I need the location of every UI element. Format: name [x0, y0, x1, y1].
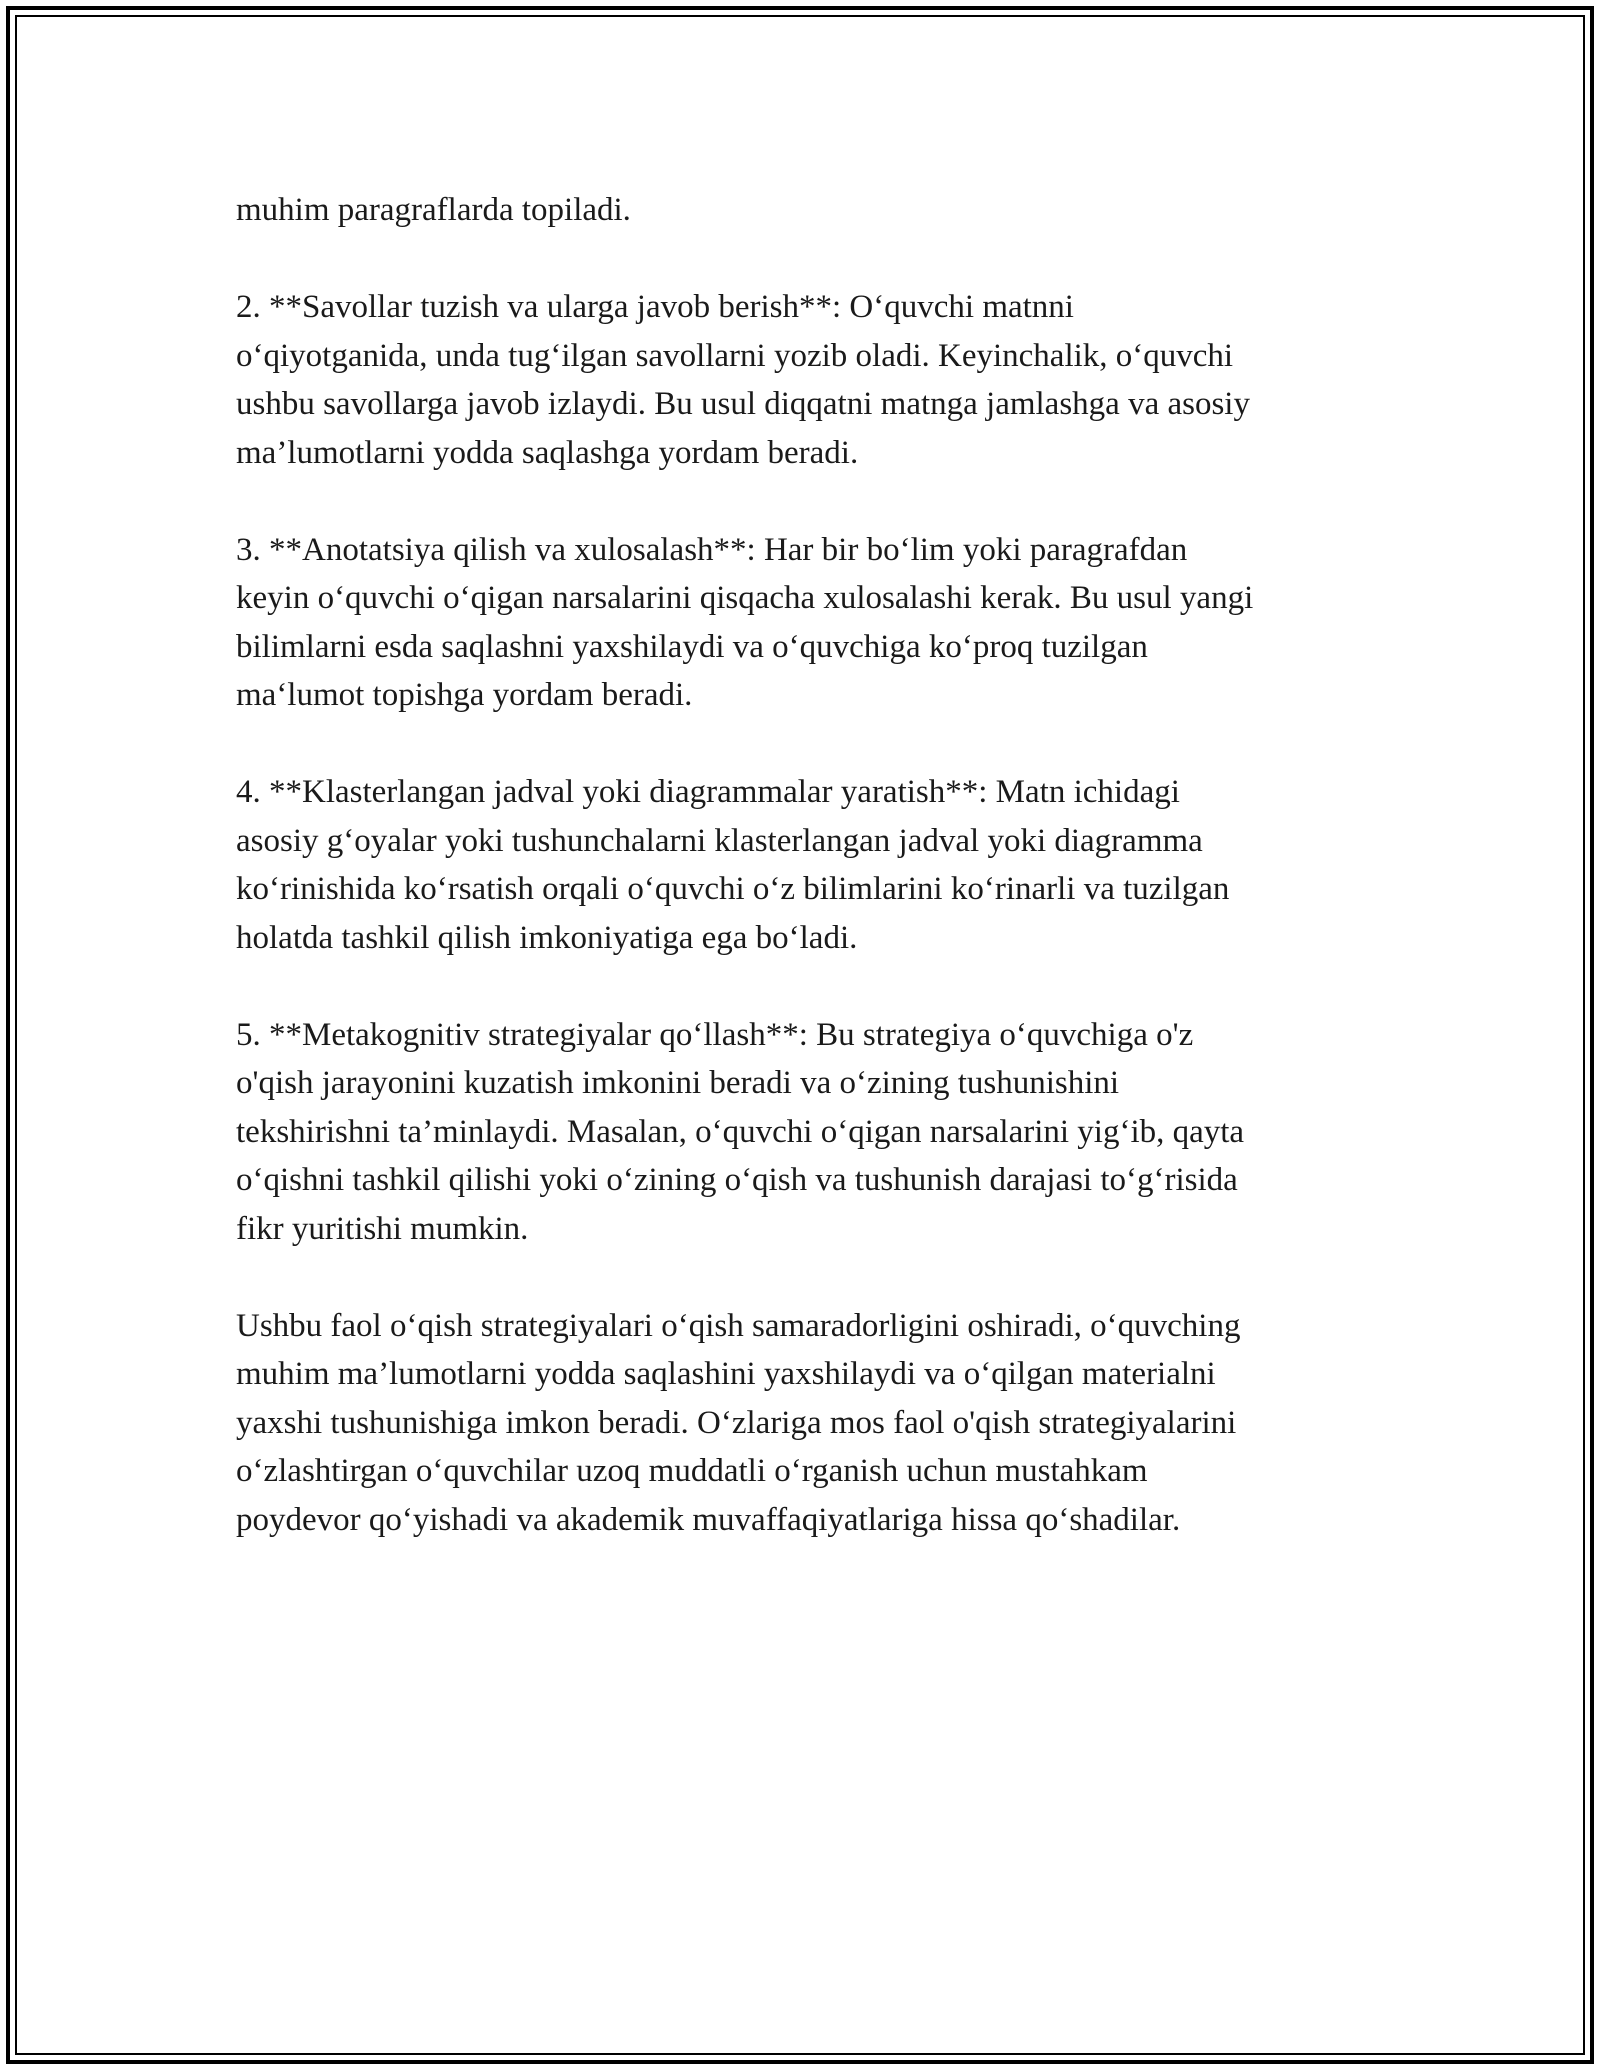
paragraph-item-4-clusters: 4. **Klasterlangan jadval yoki diagrammalar yaratish**: Matn ichidagi asosiy g‘oyalar yoki tushunchalarni klasterlangan jadval yoki diagramma ko‘rinishida ko‘rsatish orqali o‘quvchi o‘z bilimlarini ko‘rinarli va tuzilgan holatda tashkil qilish imkoniyatiga ega bo‘ladi.: [236, 774, 1230, 956]
paragraph-conclusion: Ushbu faol o‘qish strategiyalari o‘qish samaradorligini oshiradi, o‘quvching muhim ma’lumotlarni yodda saqlashini yaxshilaydi va o‘qilgan materialni yaxshi tushunishiga imkon beradi. O‘zlariga mos faol o'qish strategiyalarini o‘zlashtirgan o‘quvchilar uzoq muddatli o‘rganish uchun mustahkam poydevor qo‘yishadi va akademik muvaffaqiyatlariga hissa qo‘shadilar.: [236, 1307, 1241, 1538]
paragraph-item-2-questions: 2. **Savollar tuzish va ularga javob berish**: O‘quvchi matnni o‘qiyotganida, unda tug‘ilgan savollarni yozib oladi. Keyinchalik, o‘quvchi ushbu savollarga javob izlaydi. Bu usul diqqatni matnga jamlashga va asosiy ma’lumotlarni yodda saqlashga yordam beradi.: [236, 289, 1250, 471]
paragraph-item-5-metacognitive: 5. **Metakognitiv strategiyalar qo‘llash**: Bu strategiya o‘quvchiga o'z o'qish jarayonini kuzatish imkonini beradi va o‘zining tushunishini tekshirishni ta’minlaydi. Masalan, o‘quvchi o‘qigan narsalarini yig‘ib, qayta o‘qishni tashkil qilishi yoki o‘zining o‘qish va tushunish darajasi to‘g‘risida fikr yuritishi mumkin.: [236, 1016, 1245, 1247]
paragraph-item-3-annotation: 3. **Anotatsiya qilish va xulosalash**: Har bir bo‘lim yoki paragrafdan keyin o‘quvchi o‘qigan narsalarini qisqacha xulosalashi kerak. Bu usul yangi bilimlarni esda saqlashni yaxshilaydi va o‘quvchiga ko‘proq tuzilgan ma‘lumot topishga yordam beradi.: [236, 531, 1254, 713]
document-body: [236, 186, 1376, 1593]
paragraph-continuation: muhim paragraflarda topiladi.: [236, 192, 631, 228]
